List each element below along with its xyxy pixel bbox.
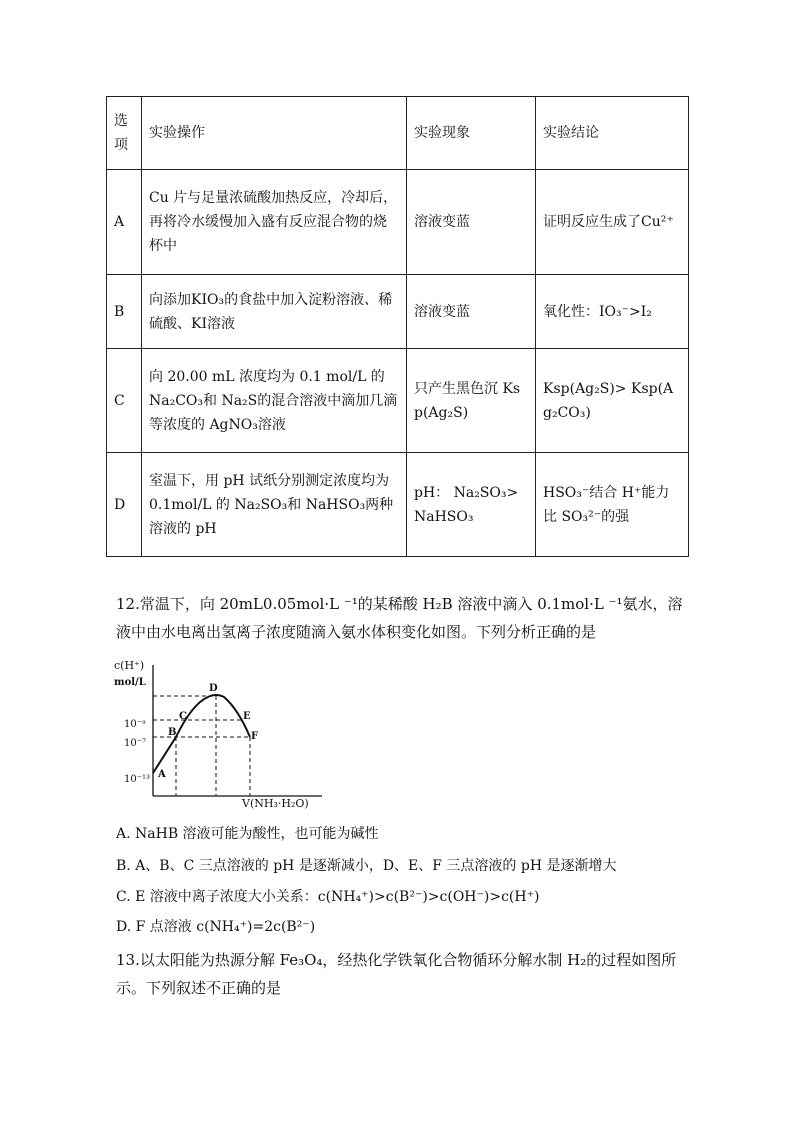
question-12-option-a: A. NaHB 溶液可能为酸性，也可能为碱性 <box>116 826 379 842</box>
row-conclusion: 证明反应生成了Cu²⁺ <box>536 170 689 275</box>
row-label: A <box>107 170 142 275</box>
table-row <box>107 349 689 453</box>
table-header-row <box>107 97 689 170</box>
question-12-chart <box>110 655 350 815</box>
table-row <box>107 170 689 275</box>
row-conclusion: HSO₃⁻结合 H⁺能力比 SO₃²⁻的强 <box>536 453 689 557</box>
table-row <box>107 275 689 349</box>
row-conclusion: Ksp(Ag₂S)> Ksp(Ag₂CO₃) <box>536 349 689 453</box>
point-label-f: F <box>251 731 259 742</box>
row-phenomenon: 溶液变蓝 <box>407 170 536 275</box>
question-12-stem: 12.常温下，向 20mL0.05mol·L ⁻¹的某稀酸 H₂B 溶液中滴入 0.1mol·L ⁻¹氨水，溶液中由水电离出氢离子浓度随滴入氨水体积变化如图。下列分析正确的是 <box>116 595 683 641</box>
experiment-table <box>106 96 689 557</box>
point-label-e: E <box>243 711 251 722</box>
row-phenomenon: 溶液变蓝 <box>407 275 536 349</box>
header-operation: 实验操作 <box>142 97 407 170</box>
point-label-a: A <box>158 769 166 780</box>
y-tick-label: 10⁻ᵃ <box>124 719 146 730</box>
y-tick-label: 10⁻⁷ <box>124 738 147 749</box>
question-12-option-b: B. A、B、C 三点溶液的 pH 是逐渐减小，D、E、F 三点溶液的 pH 是逐渐增大 <box>116 858 617 874</box>
point-label-d: D <box>209 683 218 694</box>
header-conclusion: 实验结论 <box>536 97 689 170</box>
header-phenomenon: 实验现象 <box>407 97 536 170</box>
row-phenomenon: 只产生黑色沉 Ksp(Ag₂S) <box>407 349 536 453</box>
table-row <box>107 453 689 557</box>
row-operation: Cu 片与足量浓硫酸加热反应，冷却后，再将冷水缓慢加入盛有反应混合物的烧杯中 <box>142 170 407 275</box>
point-label-b: B <box>168 727 177 738</box>
point-label-c: C <box>179 711 187 722</box>
row-operation: 向 20.00 mL 浓度均为 0.1 mol/L 的 Na₂CO₃和 Na₂S的混合溶液中滴加几滴等浓度的 AgNO₃溶液 <box>142 349 407 453</box>
row-operation: 向添加KIO₃的食盐中加入淀粉溶液、稀硫酸、KI溶液 <box>142 275 407 349</box>
row-label: C <box>107 349 142 453</box>
y-tick-label: 10⁻¹³ <box>124 774 151 785</box>
row-label: D <box>107 453 142 557</box>
x-axis-label: V(NH₃·H₂O) <box>242 797 309 810</box>
question-12-option-d: D. F 点溶液 c(NH₄⁺)=2c(B²⁻) <box>116 919 316 935</box>
question-13-stem: 13.以太阳能为热源分解 Fe₃O₄，经热化学铁氧化合物循环分解水制 H₂的过程如图所示。下列叙述不正确的是 <box>116 951 677 997</box>
row-operation: 室温下，用 pH 试纸分别测定浓度均为 0.1mol/L 的 Na₂SO₃和 NaHSO₃两种溶液的 pH <box>142 453 407 557</box>
y-axis-label: c(H⁺) <box>114 659 145 672</box>
row-phenomenon: pH： Na₂SO₃>NaHSO₃ <box>407 453 536 557</box>
header-option: 选项 <box>107 97 142 170</box>
question-12-option-c: C. E 溶液中离子浓度大小关系：c(NH₄⁺)>c(B²⁻)>c(OH⁻)>c(H⁺) <box>116 889 540 905</box>
y-axis-unit: mol/L <box>114 677 146 688</box>
row-conclusion: 氧化性：IO₃⁻>I₂ <box>536 275 689 349</box>
row-label: B <box>107 275 142 349</box>
